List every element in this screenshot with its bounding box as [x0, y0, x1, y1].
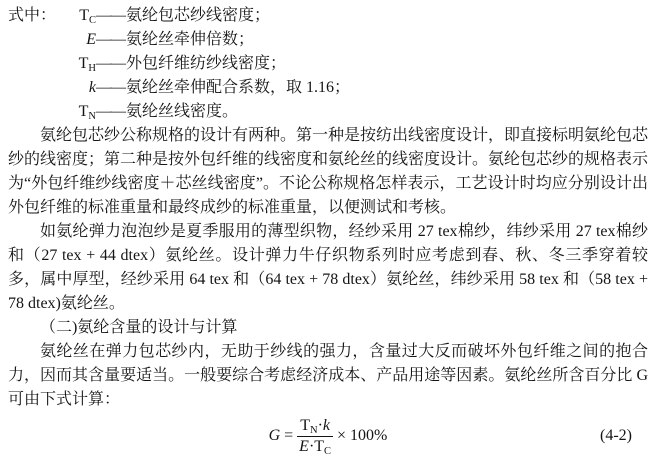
paragraph-spec-design: 氨纶包芯纱公称规格的设计有两种。第一种是按纺出线密度设计，即直接标明氨纶包芯纱的线密度；第二种是按外包纤维的线密度和氨纶丝的线密度设计。氨纶包芯纱的规格表示为“外包纤维纱线密度＋芯丝线密度”。不论公称规格怎样表示，工艺设计时均应分别设计出外包纤维的标准重量和最终成纱的标准重量，以便测试和考核。 — [8, 127, 649, 216]
symbol-base: T — [78, 55, 89, 72]
numerator-subscript: N — [309, 424, 318, 436]
em-dash: —— — [96, 103, 124, 120]
symbol-description: 外包纤维纺纱线密度； — [126, 55, 287, 72]
symbol-subscript: H — [88, 63, 96, 74]
paragraph-content-design: 氨纶丝在弹力包芯纱内，无助于纱线的强力，含量过大反而破坏外包纤维之间的抱合力，因而其含量要适当。一般要综合考虑经济成本、产品用途等因素。氨纶丝所含百分比 G 可由下式计算： — [8, 343, 648, 408]
em-dash: —— — [96, 55, 124, 72]
denominator-t: T — [314, 437, 325, 455]
formula-symbol-definitions — [8, 4, 648, 124]
equation-block — [8, 414, 648, 458]
definition-row-tn — [8, 100, 648, 124]
equation-4-2 — [267, 417, 390, 456]
equation-number: (4-2) — [600, 427, 632, 444]
paragraph-fabric-examples: 如氨纶弹力泡泡纱是夏季服用的薄型织物，经纱采用 27 tex棉纱，纬纱采用 27 tex棉纱和（27 tex + 44 dtex）氨纶丝。设计弹力牛仔织物系列时应考虑到春、秋、冬三季穿着较多，属中厚型，经纱采用 64 tex 和（64 tex + 78 dtex）氨纶丝，纬纱采用 58 tex 和（58 tex + 78 dtex)氨纶丝。 — [8, 223, 648, 312]
symbol-description: 氨纶丝牵伸倍数； — [126, 31, 255, 48]
numerator-t: T — [300, 416, 310, 434]
symbol-base: T — [79, 7, 89, 24]
symbol-subscript: C — [89, 15, 97, 26]
fraction — [297, 417, 333, 456]
definition-row-tc — [8, 4, 648, 28]
denominator-subscript: C — [324, 445, 332, 457]
section-heading: （二)氨纶含量的设计与计算 — [40, 319, 238, 336]
em-dash: —— — [96, 31, 124, 48]
em-dash: —— — [96, 79, 124, 96]
numerator-k: k — [322, 416, 331, 434]
symbol-e — [56, 28, 96, 52]
symbol-description: 氨纶丝牵伸配合系数，取 1.16； — [126, 79, 351, 96]
times-sign: × — [337, 427, 347, 445]
eq-value: 100% — [350, 427, 388, 445]
symbol-base: T — [78, 103, 89, 120]
symbol-description: 氨纶丝线密度。 — [126, 103, 239, 120]
definition-row-k — [8, 76, 648, 100]
fraction-denominator — [299, 437, 331, 456]
symbol-tc — [56, 4, 96, 28]
symbol-subscript: N — [88, 111, 96, 122]
numerator-dot: · — [317, 416, 323, 434]
symbol-base: E — [86, 31, 96, 48]
symbol-base: k — [88, 79, 96, 96]
denominator-dot: · — [308, 437, 315, 455]
definition-row-th — [8, 52, 648, 76]
where-label: 式中： — [8, 7, 57, 24]
symbol-k — [56, 76, 96, 100]
symbol-description: 氨纶包芯纱线密度； — [126, 7, 271, 24]
symbol-th — [56, 52, 96, 76]
fraction-numerator — [297, 417, 333, 437]
symbol-tn — [56, 100, 96, 124]
em-dash: —— — [96, 7, 125, 24]
eq-lhs: G — [268, 427, 281, 445]
definition-row-e — [8, 28, 648, 52]
equals-sign: = — [284, 427, 294, 445]
denominator-e: E — [299, 437, 309, 455]
